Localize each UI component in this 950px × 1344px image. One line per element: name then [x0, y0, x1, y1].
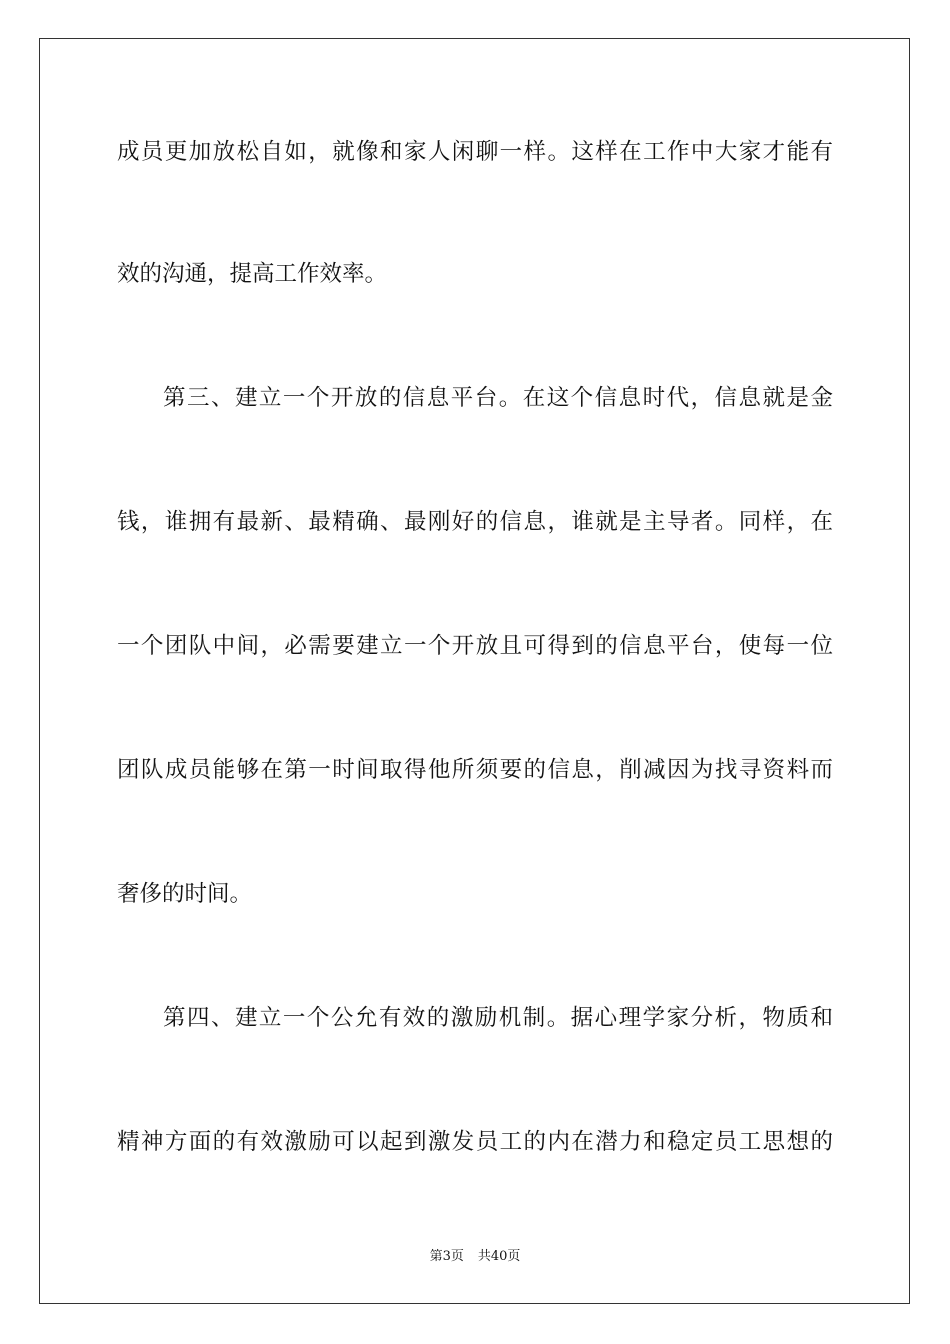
body-text-line: 第四、建立一个公允有效的激励机制。据心理学家分析，物质和: [163, 1005, 833, 1031]
body-text-line: 钱，谁拥有最新、最精确、最刚好的信息，谁就是主导者。同样，在: [117, 509, 833, 535]
page-border: [39, 38, 910, 1304]
total-pages: 共40页: [477, 1249, 521, 1264]
body-text-line: 成员更加放松自如，就像和家人闲聊一样。这样在工作中大家才能有: [117, 139, 833, 165]
body-text-line: 团队成员能够在第一时间取得他所须要的信息，削减因为找寻资料而: [117, 757, 833, 783]
page-number: 第3页: [429, 1249, 464, 1264]
body-text-line: 精神方面的有效激励可以起到激发员工的内在潜力和稳定员工思想的: [117, 1129, 833, 1155]
body-text-line: 第三、建立一个开放的信息平台。在这个信息时代，信息就是金: [163, 385, 833, 411]
body-text-line: 效的沟通，提高工作效率。: [117, 261, 388, 287]
body-text-line: 奢侈的时间。: [117, 881, 253, 907]
page-footer: [0, 1248, 950, 1266]
body-text-line: 一个团队中间，必需要建立一个开放且可得到的信息平台，使每一位: [117, 633, 833, 659]
